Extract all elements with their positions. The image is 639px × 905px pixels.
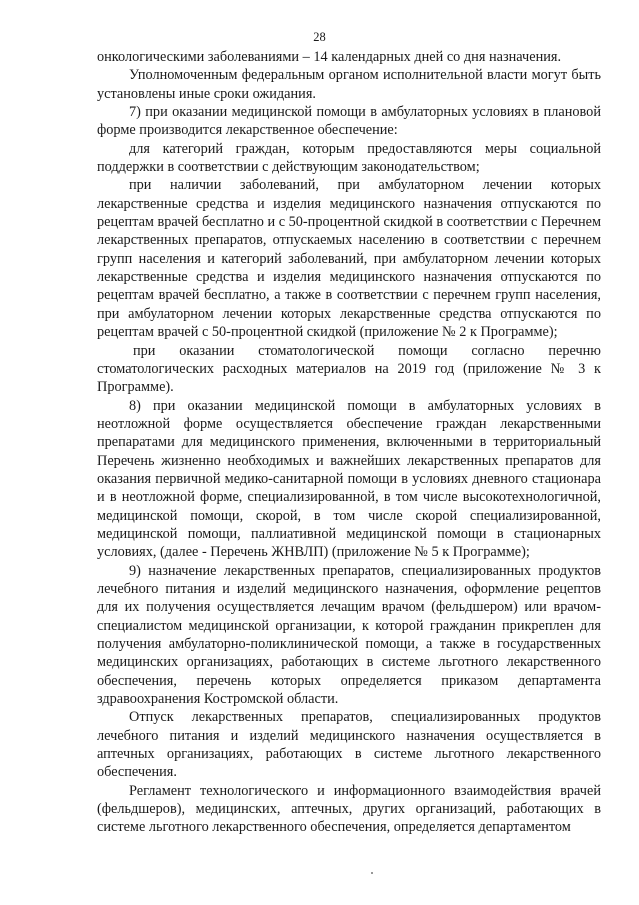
paragraph-item-9: 9) назначение лекарственных препаратов, специализированных продуктов лечебного питания и изделий медицинского назначения, оформление рецептов для их получения осуществляется лечащим врачом (фельдшером) или врачом-специалистом медицинской организации, к которой гражданин прикреплен для получения амбулаторно-поликлинической помощи, а также в государственных медицинских организациях, работающих в системе льготного лекарственного обеспечения, перечень которых определяется приказом департамента здравоохранения Костромской области. [97,562,601,708]
page-number: 28 [313,30,326,44]
paragraph-continuation: онкологическими заболеваниями – 14 календарных дней со дня назначения. [97,49,562,65]
paragraph-item-7: 7) при оказании медицинской помощи в амбулаторных условиях в плановой форме производится лекарственное обеспечение: [97,104,601,139]
paragraph-social-support-categories: для категорий граждан, которым предоставляются меры социальной поддержки в соответствии с действующим законодательством; [97,140,601,176]
paragraph-waiting-periods: Уполномоченным федеральным органом исполнительной власти могут быть установлены иные сроки ожидания. [97,67,601,102]
scan-speck [371,872,373,874]
paragraph-regulation: Регламент технологического и информационного взаимодействия врачей (фельдшеров), медицинских, аптечных, других организаций, работающих в системе льготного лекарственного обеспечения, определяется департаментом [97,782,601,836]
paragraph-diseases-prescriptions: при наличии заболеваний, при амбулаторном лечении которых лекарственные средства и изделия медицинского назначения отпускаются по рецептам врачей бесплатно и с 50-процентной скидкой в соответствии с Перечнем лекарственных препаратов, отпускаемых населению в соответствии с перечнем групп населения и категорий заболеваний, при амбулаторном лечении которых лекарственные средства и изделия медицинского назначения отпускаются по рецептам врачей бесплатно, а также в соответствии с перечнем групп населения, при амбулаторном лечении которых лекарственные средства отпускаются по рецептам врачей с 50-процентной скидкой (приложение № 2 к Программе); [97,177,602,341]
paragraph-dental-care: при оказании стоматологической помощи согласно перечню стоматологических расходных материалов на 2019 год (приложение № 3 к Программе). [97,342,601,396]
paragraph-item-8: 8) при оказании медицинской помощи в амбулаторных условиях в неотложной форме осуществляется обеспечение граждан лекарственными препаратами для медицинского применения, включенными в территориальный Перечень жизненно необходимых и важнейших лекарственных препаратов для оказания первичной медико-санитарной помощи в условиях дневного стационара и в неотложной форме, специализированной, в том числе высокотехнологичной, медицинской помощи, скорой, в том числе скорой специализированной, медицинской помощи, паллиативной медицинской помощи в стационарных условиях, (далее - Перечень ЖНВЛП) (приложение № 5 к Программе); [97,397,601,561]
document-body [97,48,601,837]
paragraph-dispensing: Отпуск лекарственных препаратов, специализированных продуктов лечебного питания и изделий медицинского назначения осуществляется в аптечных организациях, работающих в системе льготного лекарственного обеспечения. [97,709,601,781]
